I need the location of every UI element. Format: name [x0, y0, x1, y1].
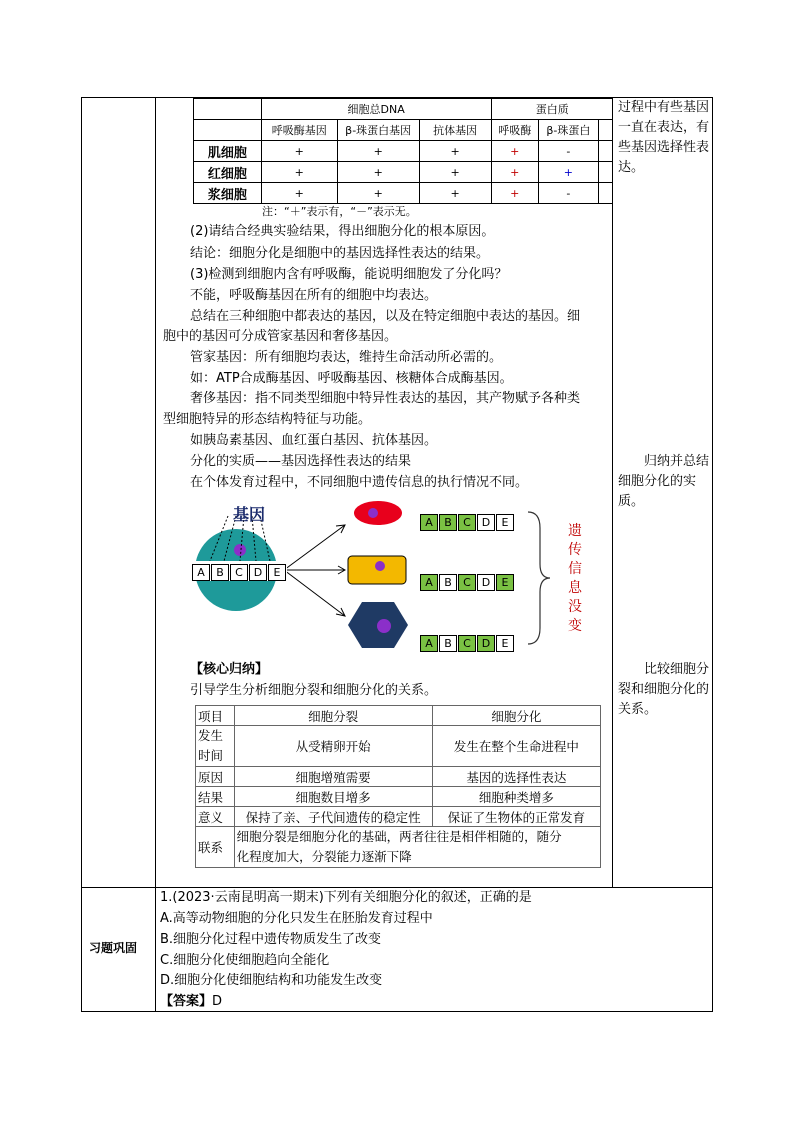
hex-cell-nucleus [377, 619, 391, 633]
group-dna-header: 细胞总DNA [261, 99, 491, 120]
gene-expression-table [193, 98, 613, 204]
header-cell: 呼吸酶基因 [261, 120, 337, 141]
row-label: 红细胞 [194, 162, 262, 183]
body-line: 总结在三种细胞中都表达的基因，以及在特定细胞中表达的基因。细 [190, 309, 581, 324]
core-title: 【核心归纳】 [190, 662, 269, 677]
gene-box: E [496, 635, 514, 652]
side-note-2: 归纳并总结细胞分化的实质。 [618, 454, 710, 509]
side-char: 没 [568, 599, 582, 615]
side-char: 息 [568, 580, 582, 596]
cmp-cell: 细胞种类增多 [432, 787, 600, 807]
table-cell: + [337, 141, 419, 162]
table-cell: + [419, 141, 491, 162]
cmp-cell: 保持了亲、子代间遗传的稳定性 [234, 807, 432, 827]
col-divider-1 [155, 97, 156, 1012]
cmp-cell: 细胞增殖需要 [234, 767, 432, 787]
stem-nucleus [234, 544, 246, 556]
table-cell: + [337, 162, 419, 183]
gene-box: A [192, 564, 210, 581]
gene-box: D [477, 635, 495, 652]
row-label: 肌细胞 [194, 141, 262, 162]
table-cell: - [539, 141, 599, 162]
gene-box: D [477, 574, 495, 591]
comparison-table [195, 705, 601, 868]
row-label: 浆细胞 [194, 183, 262, 204]
cmp-header: 项目 [196, 706, 235, 726]
cmp-row-label: 原因 [196, 767, 235, 787]
gene-box: A [420, 574, 438, 591]
exercise-label: 习题巩固 [89, 941, 138, 955]
yellow-cell-nucleus [375, 561, 385, 571]
body-line: 分化的实质——基因选择性表达的结果 [190, 454, 412, 469]
gene-box: E [496, 514, 514, 531]
body-line: 在个体发育过程中，不同细胞中遗传信息的执行情况不同。 [190, 475, 529, 490]
gene-box: A [420, 514, 438, 531]
table-cell: + [491, 183, 539, 204]
body-line: 不能，呼吸酶基因在所有的细胞中均表达。 [190, 288, 438, 303]
table-cell: + [261, 141, 337, 162]
relation-line: 细胞分裂是细胞分化的基础，两者往往是相伴相随的，随分 [236, 829, 562, 844]
cmp-cell: 基因的选择性表达 [432, 767, 600, 787]
gene-box: C [230, 564, 248, 581]
group-protein-header: 蛋白质 [491, 99, 613, 120]
exercise-option: D.细胞分化使细胞结构和功能发生改变 [160, 973, 383, 988]
table-cell: + [337, 183, 419, 204]
outer-left-border [81, 97, 82, 1012]
outer-right-border [712, 97, 713, 1012]
header-cell: 呼吸酶 [491, 120, 539, 141]
cmp-row-label: 发生时间 [196, 726, 235, 767]
header-cell: β-珠蛋白 [539, 120, 599, 141]
cmp-cell: 发生在整个生命进程中 [432, 726, 600, 767]
body-line: 如胰岛素基因、血红蛋白基因、抗体基因。 [190, 433, 438, 448]
relation-line: 化程度加大，分裂能力逐渐下降 [236, 849, 412, 864]
red-cell-nucleus [368, 508, 378, 518]
cmp-relation [234, 827, 600, 868]
table-note: 注：“＋”表示有，“－”表示无。 [262, 205, 417, 218]
exercise-option: B.细胞分化过程中遗传物质发生了改变 [160, 932, 382, 947]
body-line: (2)请结合经典实验结果，得出细胞分化的根本原因。 [190, 224, 495, 239]
header-cell [598, 120, 613, 141]
gene-strip-3 [420, 632, 515, 652]
gene-box: B [439, 514, 457, 531]
differentiation-diagram [190, 498, 600, 658]
cmp-row-label: 联系 [196, 827, 235, 868]
cmp-cell: 细胞数目增多 [234, 787, 432, 807]
cmp-row-label: 意义 [196, 807, 235, 827]
table-cell: + [419, 162, 491, 183]
side-note-1: 过程中有些基因一直在表达，有些基因选择性表达。 [618, 100, 710, 175]
table-cell: + [419, 183, 491, 204]
gene-box: B [439, 574, 457, 591]
answer-value: D [212, 994, 223, 1009]
side-note-3: 比较细胞分裂和细胞分化的关系。 [618, 662, 710, 717]
gene-box: E [268, 564, 286, 581]
gene-box: C [458, 574, 476, 591]
gene-box: C [458, 514, 476, 531]
cmp-row-label: 结果 [196, 787, 235, 807]
side-char: 变 [568, 618, 582, 634]
gene-strip-1 [420, 511, 515, 531]
gene-label: 基因 [233, 505, 266, 524]
cmp-cell: 从受精卵开始 [234, 726, 432, 767]
body-line: 管家基因：所有细胞均表达，维持生命活动所必需的。 [190, 350, 503, 365]
gene-box: C [458, 635, 476, 652]
header-cell: 抗体基因 [419, 120, 491, 141]
cmp-header: 细胞分化 [432, 706, 600, 726]
side-char: 信 [568, 561, 582, 577]
body-line: 如：ATP合成酶基因、呼吸酶基因、核糖体合成酶基因。 [190, 371, 513, 386]
side-char: 遗 [568, 523, 582, 539]
body-line: 型细胞特异的形态结构特征与功能。 [163, 412, 372, 427]
gene-box: B [439, 635, 457, 652]
table-cell: - [539, 183, 599, 204]
stem-gene-strip [192, 561, 287, 581]
body-line: 奢侈基因：指不同类型细胞中特异性表达的基因，其产物赋予各种类 [190, 391, 581, 406]
header-cell: β-珠蛋白基因 [337, 120, 419, 141]
answer-tag: 【答案】 [160, 994, 213, 1009]
exercise-answer [160, 992, 222, 1012]
body-line: 胞中的基因可分成管家基因和奢侈基因。 [163, 329, 398, 344]
body-line: 结论：细胞分化是细胞中的基因选择性表达的结果。 [190, 246, 490, 261]
side-vertical-text [566, 522, 584, 636]
exercise-option: C.细胞分化使细胞趋向全能化 [160, 953, 330, 968]
gene-box: B [211, 564, 229, 581]
table-cell: + [491, 162, 539, 183]
gene-box: D [249, 564, 267, 581]
table-cell: + [539, 162, 599, 183]
gene-strip-2 [420, 571, 515, 591]
cmp-header: 细胞分裂 [234, 706, 432, 726]
exercise-option: A.高等动物细胞的分化只发生在胚胎发育过程中 [160, 911, 433, 926]
brace [528, 512, 550, 644]
side-char: 传 [568, 542, 582, 558]
table-cell: + [261, 183, 337, 204]
cmp-cell: 保证了生物体的正常发育 [432, 807, 600, 827]
exercise-question: 1.(2023·云南昆明高一期末)下列有关细胞分化的叙述，正确的是 [160, 890, 532, 905]
col-divider-2 [612, 97, 613, 887]
table-cell: + [491, 141, 539, 162]
gene-box: E [496, 574, 514, 591]
table-cell: + [261, 162, 337, 183]
core-intro: 引导学生分析细胞分裂和细胞分化的关系。 [190, 683, 438, 698]
gene-box: D [477, 514, 495, 531]
body-line: (3)检测到细胞内含有呼吸酶，能说明细胞发了分化吗？ [190, 267, 508, 282]
gene-box: A [420, 635, 438, 652]
